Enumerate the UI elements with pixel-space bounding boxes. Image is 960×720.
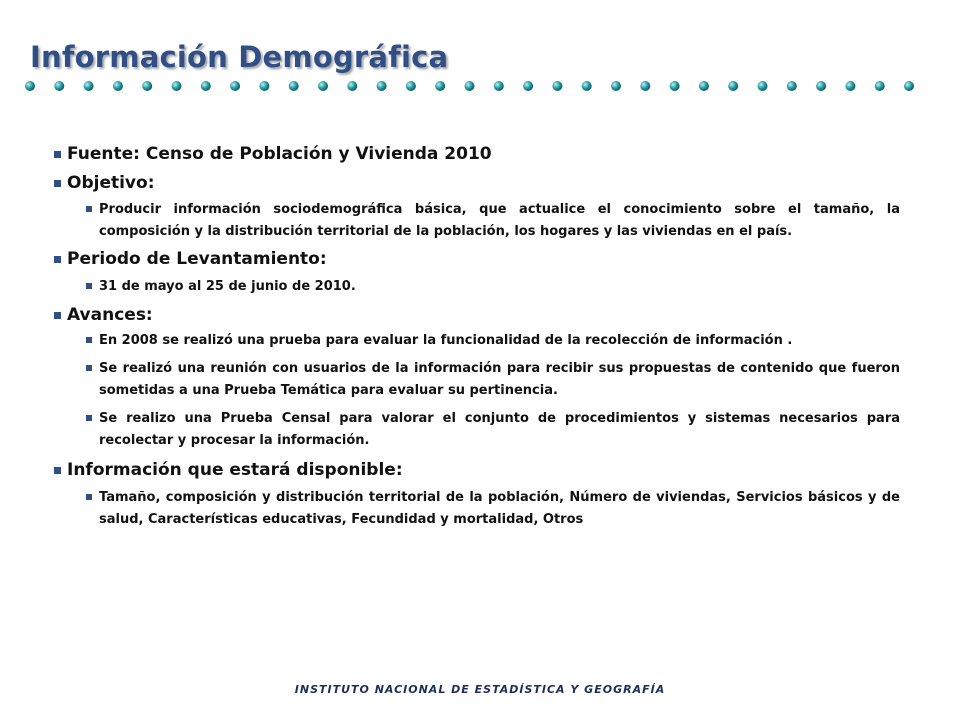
decorative-dot bbox=[787, 81, 797, 91]
periodo-item: 31 de mayo al 25 de junio de 2010. bbox=[86, 276, 900, 298]
decorative-dot bbox=[289, 81, 299, 91]
decorative-dot bbox=[259, 81, 269, 91]
decorative-dot bbox=[582, 81, 592, 91]
decorative-dot bbox=[84, 81, 94, 91]
decorative-dot bbox=[318, 81, 328, 91]
bullet-informacion: Información que estará disponible: bbox=[54, 460, 900, 480]
decorative-dot bbox=[377, 81, 387, 91]
decorative-dot bbox=[172, 81, 182, 91]
decorative-dot-line bbox=[20, 76, 940, 96]
content-list bbox=[54, 144, 900, 531]
decorative-dot bbox=[611, 81, 621, 91]
decorative-dot bbox=[25, 81, 35, 91]
avances-item-1: En 2008 se realizó una prueba para evaluar la funcionalidad de la recolección de información . bbox=[86, 330, 900, 352]
decorative-dot bbox=[347, 81, 357, 91]
page-title: Información Demográfica bbox=[30, 40, 449, 74]
decorative-dot bbox=[758, 81, 768, 91]
decorative-dot bbox=[670, 81, 680, 91]
decorative-dot bbox=[728, 81, 738, 91]
decorative-dot bbox=[406, 81, 416, 91]
decorative-dot bbox=[142, 81, 152, 91]
decorative-dot bbox=[113, 81, 123, 91]
decorative-dot bbox=[523, 81, 533, 91]
avances-item-3: Se realizo una Prueba Censal para valorar el conjunto de procedimientos y sistemas necesarios para recolectar y procesar la información. bbox=[86, 408, 900, 452]
decorative-dot bbox=[465, 81, 475, 91]
footer-institution: INSTITUTO NACIONAL DE ESTADÍSTICA Y GEOGRAFÍA bbox=[294, 683, 666, 696]
decorative-dot bbox=[230, 81, 240, 91]
bullet-periodo: Periodo de Levantamiento: bbox=[54, 249, 900, 269]
avances-item-2: Se realizó una reunión con usuarios de la información para recibir sus propuestas de contenido que fueron sometidas a una Prueba Temática para evaluar su pertinencia. bbox=[86, 358, 900, 402]
decorative-dot bbox=[435, 81, 445, 91]
bullet-objetivo: Objetivo: bbox=[54, 173, 900, 193]
decorative-dot bbox=[640, 81, 650, 91]
decorative-dot bbox=[54, 81, 64, 91]
bullet-fuente: Fuente: Censo de Población y Vivienda 2010 bbox=[54, 144, 900, 164]
decorative-dot bbox=[816, 81, 826, 91]
decorative-dot bbox=[699, 81, 709, 91]
decorative-dot bbox=[552, 81, 562, 91]
decorative-dot bbox=[904, 81, 914, 91]
bullet-avances: Avances: bbox=[54, 305, 900, 325]
objetivo-item: Producir información sociodemográfica básica, que actualice el conocimiento sobre el tamaño, la composición y la distribución territorial de la población, los hogares y las viviendas en el país. bbox=[86, 199, 900, 243]
informacion-item: Tamaño, composición y distribución territorial de la población, Número de viviendas, Servicios básicos y de salud, Características educativas, Fecundidad y mortalidad, Otros bbox=[86, 487, 900, 531]
decorative-dot bbox=[494, 81, 504, 91]
decorative-dot bbox=[845, 81, 855, 91]
decorative-dot bbox=[201, 81, 211, 91]
decorative-dot bbox=[875, 81, 885, 91]
